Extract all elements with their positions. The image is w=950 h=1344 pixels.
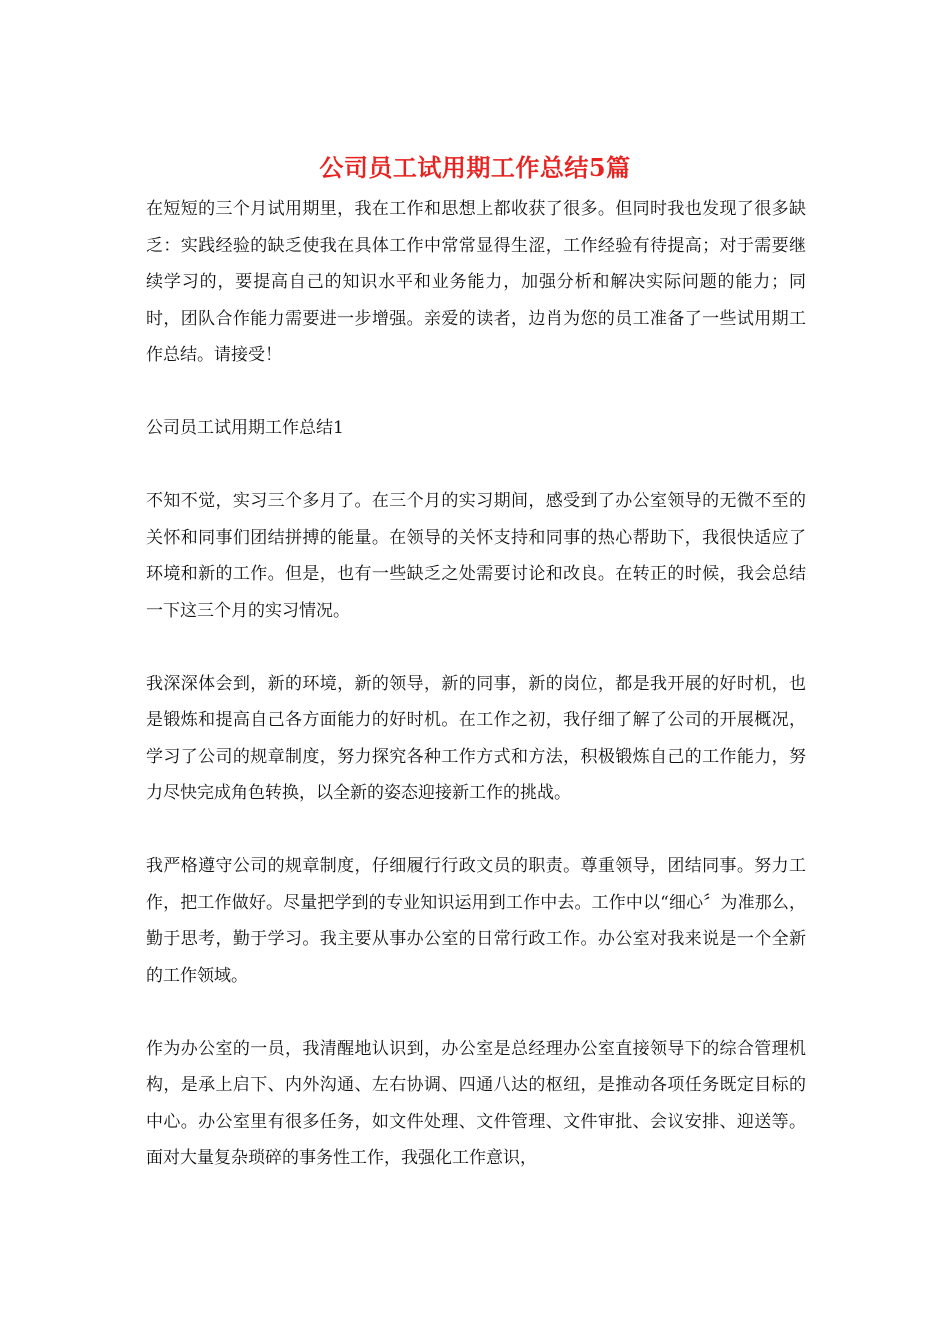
paragraph-spacer xyxy=(146,374,806,411)
body-paragraph-2: 我深深体会到，新的环境，新的领导，新的同事，新的岗位，都是我开展的好时机，也是锻炼和提高自己各方面能力的好时机。在工作之初，我仔细了解了公司的开展概况，学习了公司的规章制度，努力探究各种工作方式和方法，积极锻炼自己的工作能力，努力尽快完成角色转换，以全新的姿态迎接新工作的挑战。 xyxy=(146,673,806,803)
intro-paragraph: 在短短的三个月试用期里，我在工作和思想上都收获了很多。但同时我也发现了很多缺乏：实践经验的缺乏使我在具体工作中常常显得生涩，工作经验有待提高；对于需要继续学习的，要提高自己的知识水平和业务能力，加强分析和解决实际问题的能力；同时，团队合作能力需要进一步增强。亲爱的读者，边肖为您的员工准备了一些试用期工作总结。请接受！ xyxy=(146,199,806,365)
body-paragraph-1: 不知不觉，实习三个多月了。在三个月的实习期间，感受到了办公室领导的无微不至的关怀和同事们团结拼搏的能量。在领导的关怀支持和同事的热心帮助下，我很快适应了环境和新的工作。但是，也有一些缺乏之处需要讨论和改良。在转正的时候，我会总结一下这三个月的实习情况。 xyxy=(146,491,806,621)
paragraph-spacer xyxy=(146,447,806,484)
paragraph-spacer xyxy=(146,994,806,1031)
paragraph-spacer xyxy=(146,629,806,666)
document-title: 公司员工试用期工作总结5篇 xyxy=(319,153,631,182)
paragraph-spacer xyxy=(146,812,806,849)
body-paragraph-4: 作为办公室的一员，我清醒地认识到，办公室是总经理办公室直接领导下的综合管理机构，是承上启下、内外沟通、左右协调、四通八达的枢纽，是推动各项任务既定目标的中心。办公室里有很多任务，如文件处理、文件管理、文件审批、会议安排、迎送等。面对大量复杂琐碎的事务性工作，我强化工作意识， xyxy=(146,1038,806,1168)
document-body xyxy=(146,191,806,1177)
section-heading: 公司员工试用期工作总结1 xyxy=(146,418,344,438)
body-paragraph-3: 我严格遵守公司的规章制度，仔细履行行政文员的职责。尊重领导，团结同事。努力工作，把工作做好。尽量把学到的专业知识运用到工作中去。工作中以“细心〞为准那么，勤于思考，勤于学习。我主要从事办公室的日常行政工作。办公室对我来说是一个全新的工作领域。 xyxy=(146,856,806,986)
